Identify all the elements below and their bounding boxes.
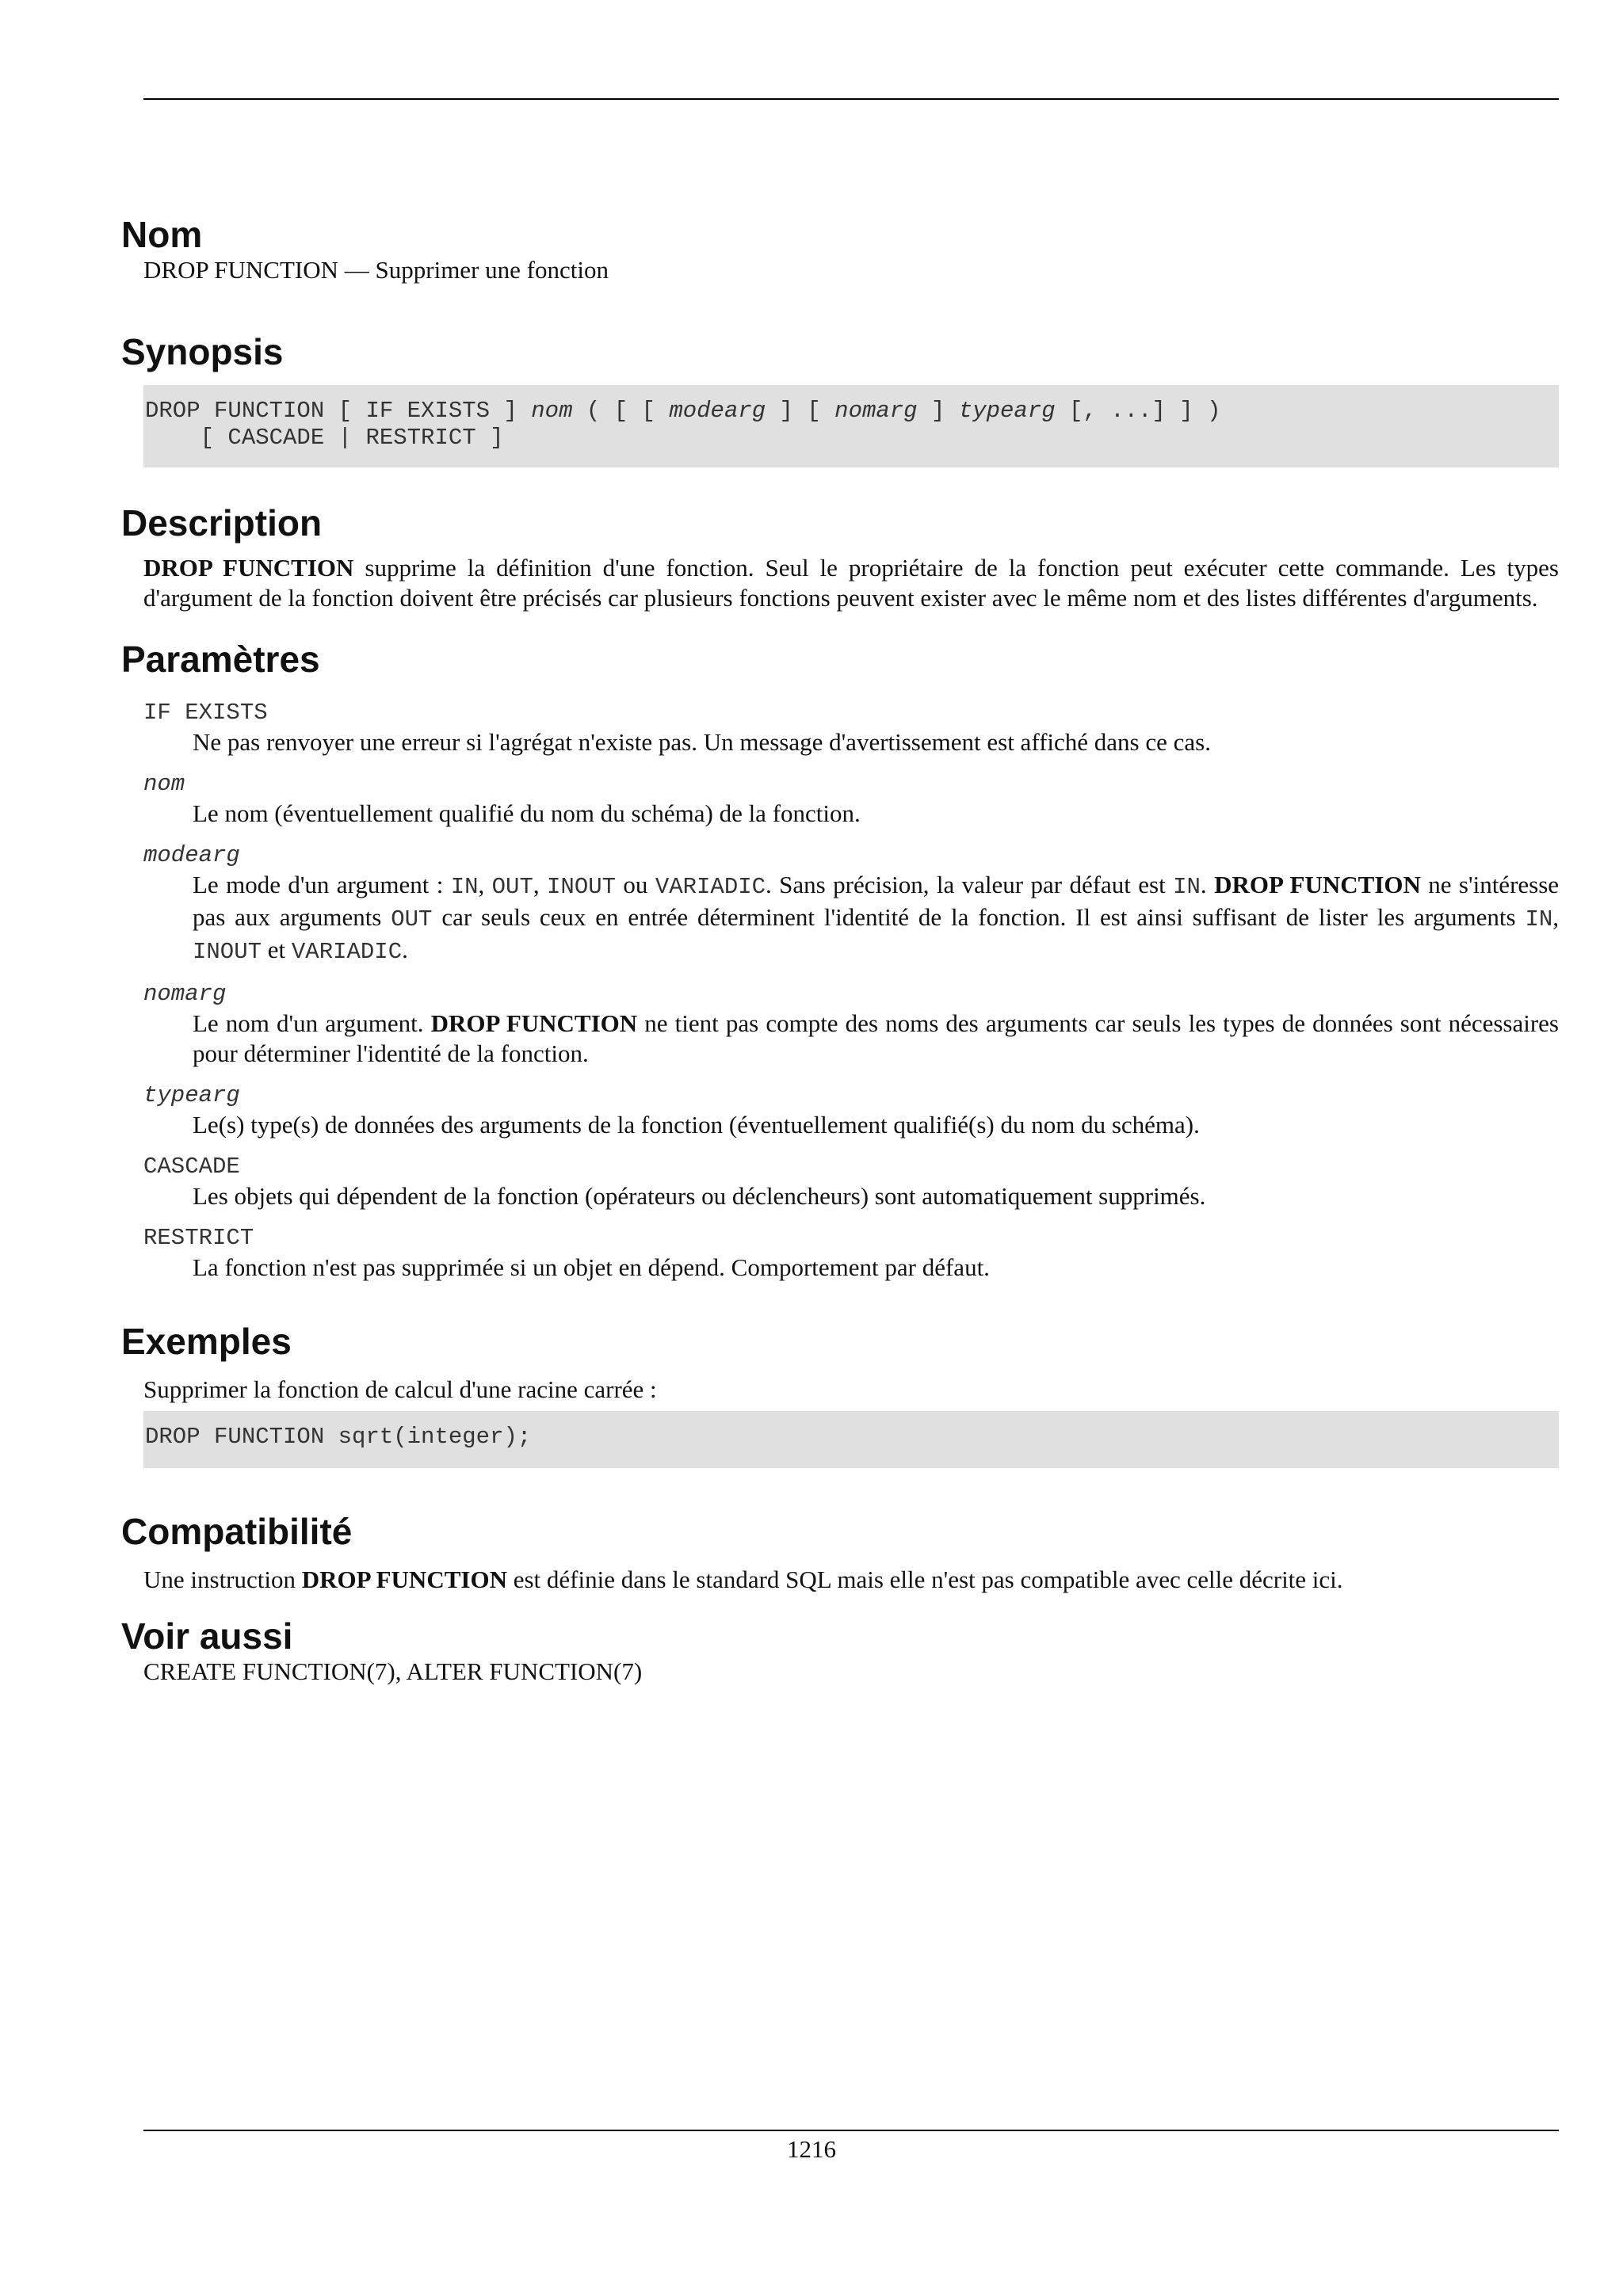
heading-compatibilite: Compatibilité xyxy=(121,1511,353,1552)
text-run: est définie dans le standard SQL mais elle n'est pas compatible avec celle décrite ici. xyxy=(506,1566,1343,1593)
synopsis-param-nom: nom xyxy=(531,398,573,424)
code-literal: IN xyxy=(1525,906,1553,933)
voir-aussi-links: CREATE FUNCTION(7), ALTER FUNCTION(7) xyxy=(143,1657,643,1685)
param-definition: Le nom (éventuellement qualifié du nom du schéma) de la fonction. xyxy=(193,799,861,827)
param-definition: Le(s) type(s) de données des arguments de la fonction (éventuellement qualifié(s) du nom du schéma). xyxy=(193,1111,1200,1138)
param-if-exists xyxy=(143,699,1559,757)
synopsis-line1-part: ] xyxy=(917,398,959,424)
synopsis-line1-part: ( [ [ xyxy=(572,398,670,424)
heading-exemples: Exemples xyxy=(121,1321,292,1362)
description-text xyxy=(143,553,1559,613)
code-literal: IN xyxy=(450,874,479,900)
description-command: DROP FUNCTION xyxy=(143,554,354,582)
description-body: supprime la définition d'une fonction. Seul le propriétaire de la fonction peut exécuter cette commande. Les types d'argument de la fonction doivent être précisés car plusieurs fonctions peuvent exister avec le même nom et des listes différentes d'arguments. xyxy=(143,554,1559,612)
page-content xyxy=(121,214,1559,1687)
code-literal: OUT xyxy=(391,906,433,933)
param-definition: Ne pas renvoyer une erreur si l'agrégat n'existe pas. Un message d'avertissement est affiché dans ce cas. xyxy=(193,728,1211,756)
bold-command: DROP FUNCTION xyxy=(1214,871,1421,898)
parameter-list xyxy=(143,699,1559,1283)
text-run: ou xyxy=(616,871,655,898)
text-run: ne s'intéresse pas aux arguments xyxy=(193,871,1560,931)
param-nom xyxy=(143,770,1559,829)
text-run: , xyxy=(533,871,548,898)
code-literal: IN xyxy=(1173,874,1201,900)
param-term: RESTRICT xyxy=(143,1225,254,1251)
param-term: IF EXISTS xyxy=(143,700,268,726)
text-run: . xyxy=(1200,871,1215,898)
compatibilite-text xyxy=(143,1565,1559,1595)
param-term: typearg xyxy=(143,1082,240,1108)
param-cascade xyxy=(143,1153,1559,1211)
param-definition xyxy=(193,1009,1559,1069)
text-run: et xyxy=(262,936,292,963)
page-number: 1216 xyxy=(787,2135,836,2163)
text-run: , xyxy=(478,871,492,898)
bold-command: DROP FUNCTION xyxy=(430,1009,638,1037)
synopsis-line1-part: ] [ xyxy=(766,398,835,424)
param-definition xyxy=(193,870,1559,967)
heading-nom: Nom xyxy=(121,214,203,255)
text-run: . xyxy=(402,936,408,963)
synopsis-param-modearg: modearg xyxy=(669,398,766,424)
heading-description: Description xyxy=(121,502,323,543)
text-run: . Sans précision, la valeur par défaut est xyxy=(766,871,1174,898)
text-run: car seuls ceux en entrée déterminent l'identité de la fonction. Il est ainsi suffisant de lister les arguments xyxy=(432,903,1526,931)
nom-text: DROP FUNCTION — Supprimer une fonction xyxy=(143,256,609,284)
example-code: DROP FUNCTION sqrt(integer); xyxy=(143,1411,1559,1468)
header-rule xyxy=(143,98,1559,100)
code-literal: VARIADIC xyxy=(655,874,766,900)
param-term: CASCADE xyxy=(143,1154,240,1180)
code-literal: INOUT xyxy=(193,939,262,965)
text-run: Le mode d'un argument : xyxy=(193,871,451,898)
synopsis-param-typearg: typearg xyxy=(958,398,1056,424)
synopsis-line1-part: DROP FUNCTION [ IF EXISTS ] xyxy=(145,398,532,424)
text-run: ne tient pas compte des noms des arguments car seuls les types de données sont nécessaires pour déterminer l'identité de la fonction. xyxy=(193,1009,1559,1067)
exemples-intro: Supprimer la fonction de calcul d'une racine carrée : xyxy=(143,1375,657,1403)
param-nomarg xyxy=(143,980,1559,1069)
synopsis-code xyxy=(143,385,1559,467)
heading-synopsis: Synopsis xyxy=(121,331,284,372)
bold-command: DROP FUNCTION xyxy=(301,1566,507,1593)
text-run: , xyxy=(1552,903,1560,931)
code-literal: OUT xyxy=(491,874,533,900)
param-definition: La fonction n'est pas supprimée si un objet en dépend. Comportement par défaut. xyxy=(193,1253,990,1281)
synopsis-line2: [ CASCADE | RESTRICT ] xyxy=(145,425,504,451)
param-definition: Les objets qui dépendent de la fonction (opérateurs ou déclencheurs) sont automatiquement supprimés. xyxy=(193,1182,1206,1210)
param-term: nom xyxy=(143,771,185,797)
synopsis-param-nomarg: nomarg xyxy=(834,398,918,424)
synopsis-line1-part: [, ...] ] ) xyxy=(1055,398,1221,424)
text-run: Le nom d'un argument. xyxy=(193,1009,431,1037)
code-literal: VARIADIC xyxy=(291,939,403,965)
heading-voir-aussi: Voir aussi xyxy=(121,1615,293,1657)
param-term: nomarg xyxy=(143,981,227,1007)
param-term: modearg xyxy=(143,842,240,868)
code-literal: INOUT xyxy=(547,874,617,900)
text-run: Une instruction xyxy=(143,1566,302,1593)
heading-parametres: Paramètres xyxy=(121,639,320,680)
param-typearg xyxy=(143,1081,1559,1140)
param-restrict xyxy=(143,1224,1559,1283)
param-modearg xyxy=(143,841,1559,967)
